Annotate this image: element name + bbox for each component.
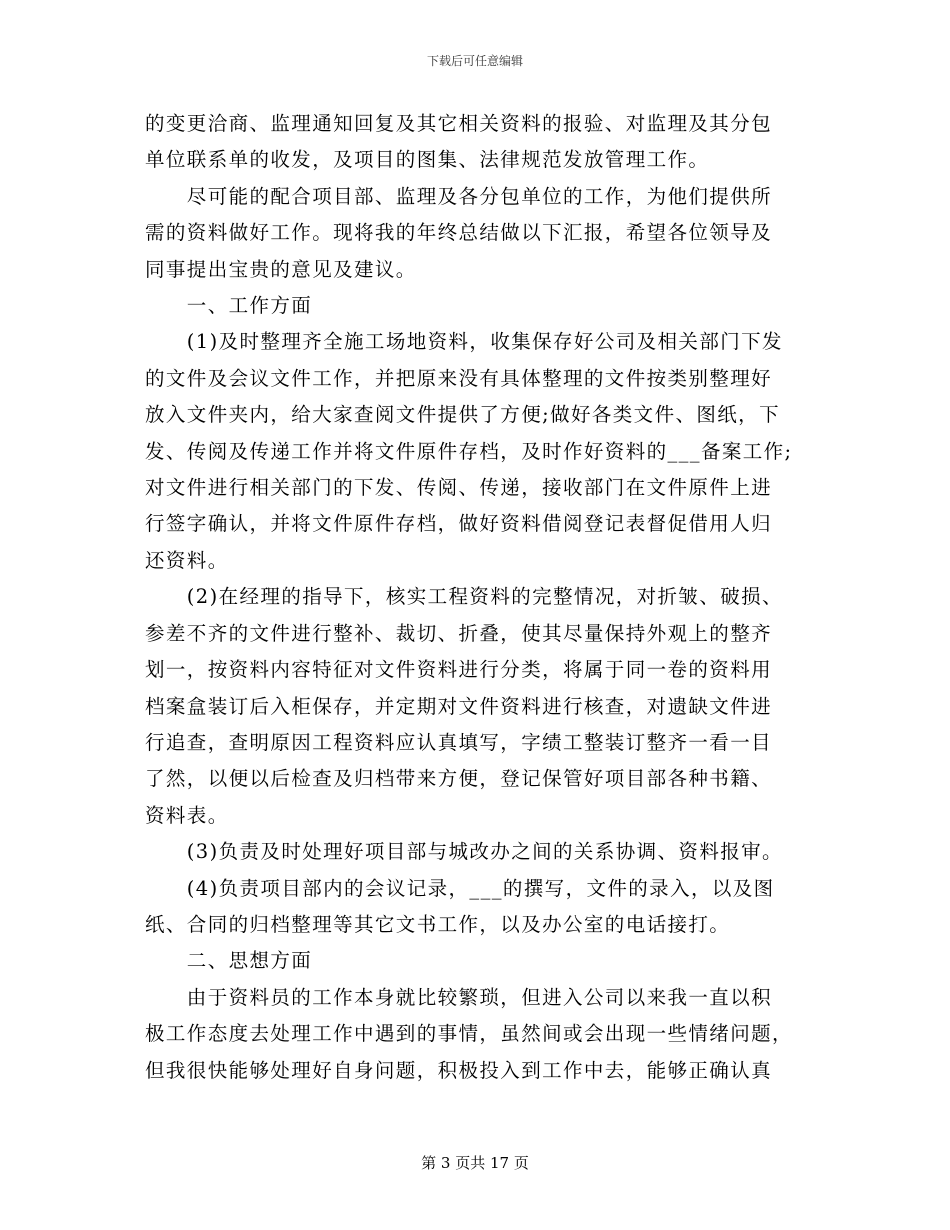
text-line: 但我很快能够处理好自身问题，积极投入到工作中去，能够正确认真: [145, 1058, 773, 1082]
text-line: 由于资料员的工作本身就比较繁琐，但进入公司以来我一直以积: [145, 985, 773, 1009]
text-line: (4)负责项目部内的会议记录，___的撰写，文件的录入，以及图: [145, 876, 775, 900]
text-line: 档案盒装订后入柜保存，并定期对文件资料进行核查，对遗缺文件进: [145, 694, 773, 718]
section-heading: 一、工作方面: [145, 294, 313, 318]
text-line: 放入文件夹内，给大家查阅文件提供了方便;做好各类文件、图纸，下: [145, 403, 780, 427]
text-line: (2)在经理的指导下，核实工程资料的完整情况，对折皱、破损、: [145, 585, 783, 609]
text-line: 划一，按资料内容特征对文件资料进行分类，将属于同一卷的资料用: [145, 658, 773, 682]
text-line: (3)负责及时处理好项目部与城改办之间的关系协调、资料报审。: [145, 840, 783, 864]
text-line: 纸、合同的归档整理等其它文书工作，以及办公室的电话接打。: [145, 912, 731, 936]
text-line: 了然，以便以后检查及归档带来方便，登记保管好项目部各种书籍、: [145, 767, 773, 791]
text-line: 还资料。: [145, 548, 229, 572]
text-line: 参差不齐的文件进行整补、裁切、折叠，使其尽量保持外观上的整齐: [145, 621, 773, 645]
document-body: [145, 106, 807, 1089]
text-line: 尽可能的配合项目部、监理及各分包单位的工作，为他们提供所: [145, 184, 773, 208]
text-line: 的文件及会议文件工作，并把原来没有具体整理的文件按类别整理好: [145, 366, 773, 390]
text-line: 资料表。: [145, 803, 229, 827]
text-line: 发、传阅及传递工作并将文件原件存档，及时作好资料的___备案工作;: [145, 439, 793, 463]
text-line: 行追查，查明原因工程资料应认真填写，字绩工整装订整齐一看一目: [145, 730, 773, 754]
page-header: 下载后可任意编辑: [426, 54, 523, 68]
text-line: 同事提出宝贵的意见及建议。: [145, 257, 417, 281]
text-line: 的变更洽商、监理通知回复及其它相关资料的报验、对监理及其分包: [145, 112, 773, 135]
page-number-footer: 第 3 页共 17 页: [421, 1154, 529, 1172]
text-line: 行签字确认，并将文件原件存档，做好资料借阅登记表督促借用人归: [145, 512, 773, 536]
section-heading: 二、思想方面: [145, 949, 313, 973]
text-line: 需的资料做好工作。现将我的年终总结做以下汇报，希望各位领导及: [145, 221, 773, 245]
text-line: (1)及时整理齐全施工场地资料，收集保存好公司及相关部门下发: [145, 330, 783, 354]
text-line: 极工作态度去处理工作中遇到的事情，虽然间或会出现一些情绪问题，: [145, 1022, 793, 1046]
text-line: 对文件进行相关部门的下发、传阅、传递，接收部门在文件原件上进: [145, 476, 773, 500]
text-line: 单位联系单的收发，及项目的图集、法律规范发放管理工作。: [145, 148, 710, 172]
